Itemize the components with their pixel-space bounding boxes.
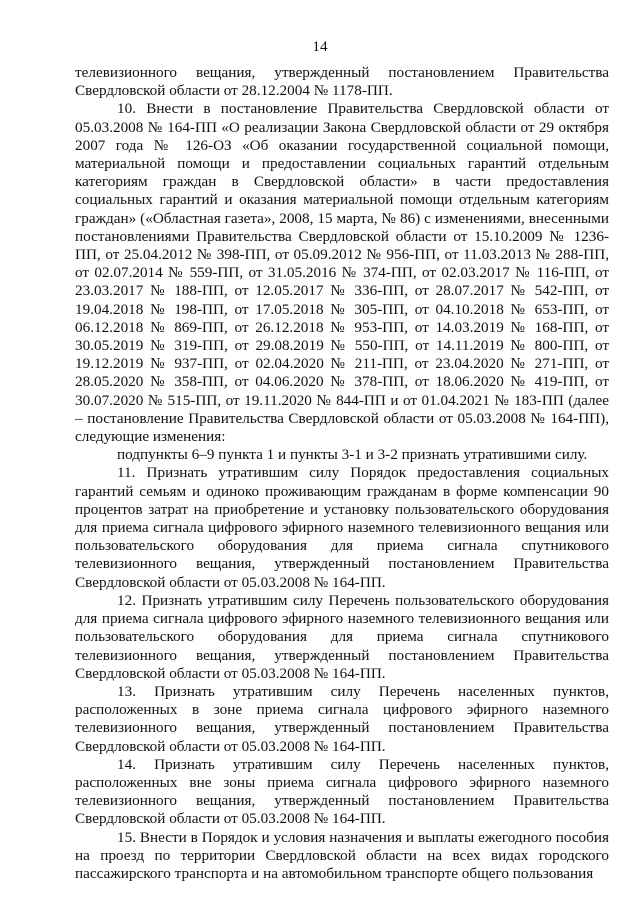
paragraph-item-13: 13. Признать утратившим силу Перечень населенных пунктов, расположенных в зоне приема сигнала цифрового эфирного наземного телевизионного вещания, утвержденный постановлением Правительства Свердловской области от 05.03.2008 № 164-ПП. [75,682,609,755]
paragraph-continuation: телевизионного вещания, утвержденный постановлением Правительства Свердловской области от 28.12.2004 № 1178-ПП. [75,64,609,100]
paragraph-item-12: 12. Признать утратившим силу Перечень пользовательского оборудования для приема сигнала цифрового эфирного наземного телевизионного вещания или пользовательского оборудования для приема сигнала спутникового телевизионного вещания, утвержденный постановлением Правительства Свердловской области от 05.03.2008 № 164-ПП. [75,591,609,682]
paragraph-item-10-subpoint: подпункты 6–9 пункта 1 и пункты 3-1 и 3-2 признать утратившими силу. [117,446,588,464]
paragraph-item-10: 10. Внести в постановление Правительства Свердловской области от 05.03.2008 № 164-ПП «О реализации Закона Свердловской области от 29 октября 2007 года № 126-ОЗ «Об оказании государственной социальной помощи, материальной помощи и предоставлении социальных гарантий отдельным категориям граждан в Свердловской области» в части предоставления социальных гарантий и оказания материальной помощи отдельным категориям граждан» («Областная газета», 2008, 15 марта, № 86) с изменениями, внесенными постановлениями Правительства Свердловской области от 15.10.2009 № 1236-ПП, от 25.04.2012 № 398-ПП, от 05.09.2012 № 956-ПП, от 11.03.2013 № 288-ПП, от 02.07.2014 № 559-ПП, от 31.05.2016 № 374-ПП, от 02.03.2017 № 116-ПП, от 23.03.2017 № 188-ПП, от 12.05.2017 № 336-ПП, от 28.07.2017 № 542-ПП, от 19.04.2018 № 198-ПП, от 17.05.2018 № 305-ПП, от 04.10.2018 № 653-ПП, от 06.12.2018 № 869-ПП, от 26.12.2018 № 953-ПП, от 14.03.2019 № 168-ПП, от 30.05.2019 № 319-ПП, от 29.08.2019 № 550-ПП, от 14.11.2019 № 800-ПП, от 19.12.2019 № 937-ПП, от 02.04.2020 № 211-ПП, от 23.04.2020 № 271-ПП, от 28.05.2020 № 358-ПП, от 04.06.2020 № 378-ПП, от 18.06.2020 № 419-ПП, от 30.07.2020 № 515-ПП, от 19.11.2020 № 844-ПП и от 01.04.2021 № 183-ПП (далее – постановление Правительства Свердловской области от 05.03.2008 № 164-ПП), следующие изменения: [75,100,609,446]
paragraph-item-11: 11. Признать утратившим силу Порядок предоставления социальных гарантий семьям и одиноко проживающим гражданам в форме компенсации 90 процентов затрат на приобретение и установку пользовательского оборудования для приема сигнала цифрового эфирного наземного телевизионного вещания или пользовательского оборудования для приема сигнала спутникового телевизионного вещания, утвержденный постановлением Правительства Свердловской области от 05.03.2008 № 164-ПП. [75,464,609,591]
paragraph-item-15: 15. Внести в Порядок и условия назначения и выплаты ежегодного пособия на проезд по территории Свердловской области на всех видах городского пассажирского транспорта и на автомобильном транспорте общего пользования [75,828,609,882]
page-number: 14 [312,38,328,55]
document-body [75,64,609,883]
paragraph-item-14: 14. Признать утратившим силу Перечень населенных пунктов, расположенных вне зоны приема сигнала цифрового эфирного наземного телевизионного вещания, утвержденный постановлением Правительства Свердловской области от 05.03.2008 № 164-ПП. [75,755,609,828]
